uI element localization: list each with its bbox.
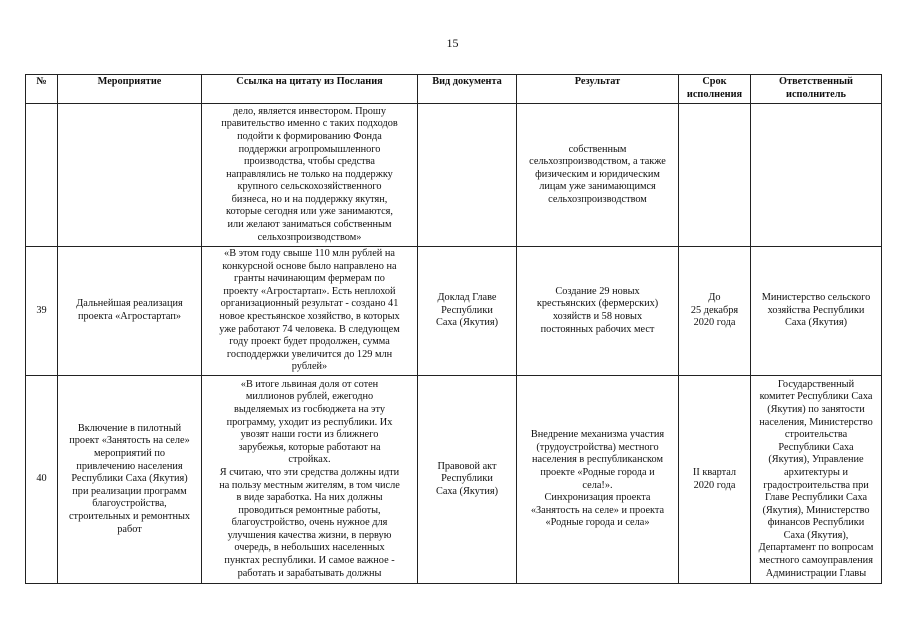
- cell-event: [58, 247, 202, 376]
- text-line: Включение в пилотный: [77, 422, 182, 434]
- text-line: дело, является инвестором. Прошу: [233, 105, 386, 117]
- text-line: подойти к формированию Фонда: [237, 130, 382, 142]
- text-line: строительства: [784, 429, 848, 441]
- text-line: проект «Занятость на селе»: [69, 435, 190, 447]
- text-line: очередь, в небольших населенных: [234, 542, 385, 554]
- table-row: [26, 376, 882, 584]
- text-line: местного самоуправления: [759, 555, 873, 567]
- text-line: проекта «Агростартап»: [78, 311, 181, 322]
- text-line: Саха (Якутия),: [783, 529, 849, 541]
- header-result: Результат: [517, 75, 679, 104]
- text-line: на пользу местным жителям, в том числе: [219, 479, 400, 491]
- text-line: производства, чтобы средства: [244, 156, 375, 168]
- text-line: бизнеса, но и на поддержку якутян,: [231, 193, 388, 205]
- text-line: стройках.: [288, 454, 331, 466]
- table-row: [26, 247, 882, 376]
- text-line: градостроительства при: [763, 479, 869, 491]
- cell-responsible: [751, 104, 882, 247]
- text-line: правительство именно с таких подходов: [221, 118, 398, 130]
- cell-num: 40: [26, 376, 58, 584]
- text-line: проекте «Родные города и: [540, 466, 655, 478]
- text-line: Саха (Якутия): [435, 317, 499, 329]
- text-line: привлечению населения: [76, 460, 183, 472]
- text-line: Дальнейшая реализация: [76, 298, 183, 310]
- text-line: проекту «Агростартап». Есть неплохой: [223, 285, 396, 297]
- text-line: Главе Республики Саха: [764, 492, 868, 504]
- cell-num: 39: [26, 247, 58, 376]
- cell-event: [58, 104, 202, 247]
- text-line: (трудоустройства) местного: [536, 441, 659, 453]
- table-row: [26, 104, 882, 247]
- text-line: гранты начинающим фермерам по: [234, 273, 385, 285]
- text-line: хозяйства Республики: [767, 304, 865, 316]
- header-num: №: [26, 75, 58, 104]
- header-quote: Ссылка на цитату из Послания: [202, 75, 418, 104]
- cell-result: [517, 376, 679, 584]
- text-line: программу, уходит из республики. Их: [226, 416, 393, 428]
- text-line: увозят наши гости из ближнего: [240, 429, 379, 441]
- text-line: сельхозпроизводством: [548, 193, 647, 205]
- cell-quote: [202, 376, 418, 584]
- text-line: улучшения качества жизни, в первую: [227, 529, 392, 541]
- cell-doc: [418, 376, 517, 584]
- text-line: финансов Республики: [767, 517, 865, 529]
- cell-num: [26, 104, 58, 247]
- cell-responsible: [751, 376, 882, 584]
- text-line: которые сегодня или уже занимаются,: [226, 206, 393, 218]
- text-line: лицам уже занимающимся: [539, 181, 656, 193]
- text-line: села!».: [582, 479, 613, 491]
- text-line: Департамент по вопросам: [758, 542, 874, 554]
- cell-responsible: [751, 247, 882, 376]
- text-line: Доклад Главе: [437, 292, 497, 304]
- cell-doc: [418, 247, 517, 376]
- header-responsible: Ответственный исполнитель: [751, 75, 882, 104]
- cell-event: [58, 376, 202, 584]
- text-line: собственным: [568, 143, 627, 155]
- text-line: (Якутия), Управление: [768, 454, 864, 466]
- text-line: пунктах республики. И самое важное -: [224, 555, 395, 567]
- text-line: Республики: [441, 304, 493, 316]
- text-line: рублей»: [291, 361, 328, 373]
- text-line: Администрации Главы: [765, 567, 867, 579]
- text-line: «В этом году свыше 110 млн рублей на: [224, 248, 395, 260]
- text-line: благоустройства,: [92, 498, 167, 510]
- text-line: комитет Республики Саха: [759, 391, 873, 403]
- text-line: поддержки агропромышленного: [238, 143, 381, 155]
- text-line: выделяемых из госбюджета на эту: [234, 403, 385, 415]
- text-line: населения в республиканском: [532, 454, 663, 466]
- cell-deadline: [679, 376, 751, 584]
- text-line: направлялись не только на поддержку: [226, 168, 393, 180]
- text-line: сельхозпроизводством, а также: [529, 156, 666, 168]
- events-table: [25, 74, 882, 584]
- cell-deadline: [679, 247, 751, 376]
- text-line: физическим и юридическим: [535, 168, 660, 180]
- text-line: Создание 29 новых: [555, 285, 640, 297]
- text-line: Внедрение механизма участия: [530, 429, 665, 441]
- cell-quote: [202, 104, 418, 247]
- page-number: 15: [446, 36, 459, 50]
- text-line: или желают заниматься собственным: [227, 219, 392, 231]
- text-line: (Якутия), Министерство: [762, 504, 870, 516]
- text-line: Республики Саха (Якутия): [71, 473, 188, 485]
- text-line: населения, Министерство: [759, 416, 873, 428]
- text-line: архитектуры и: [784, 466, 848, 478]
- text-line: работ: [117, 523, 142, 535]
- text-line: господдержки увеличится до 129 млн: [226, 348, 393, 360]
- cell-result: [517, 104, 679, 247]
- text-line: проводиться ремонтные работы,: [238, 504, 381, 516]
- text-line: организационный результат - создано 41: [220, 298, 399, 310]
- cell-result: [517, 247, 679, 376]
- text-line: «Занятость на селе» и проекта: [530, 504, 665, 516]
- text-line: работать и зарабатывать должны: [237, 567, 382, 579]
- text-line: уже работают 74 человека. В следующем: [219, 323, 400, 335]
- text-line: при реализации программ: [72, 485, 187, 497]
- text-line: крестьянских (фермерских): [536, 298, 659, 310]
- cell-quote: [202, 247, 418, 376]
- text-line: строительных и ремонтных: [68, 510, 191, 522]
- text-line: До: [708, 292, 721, 304]
- text-line: 25 декабря: [690, 304, 739, 316]
- header-doc: Вид документа: [418, 75, 517, 104]
- text-line: Я считаю, что эти средства должны идти: [219, 466, 400, 478]
- text-line: (Якутия) по занятости: [767, 403, 865, 415]
- text-line: 2020 года: [693, 317, 736, 329]
- text-line: Саха (Якутия): [784, 317, 848, 329]
- text-line: «Родные города и села»: [545, 517, 650, 529]
- text-line: Синхронизация проекта: [544, 492, 651, 504]
- text-line: 2020 года: [693, 479, 736, 491]
- cell-deadline: [679, 104, 751, 247]
- text-line: хозяйств и 58 новых: [552, 311, 643, 322]
- text-line: мероприятий по: [93, 448, 166, 460]
- text-line: году проект будет продолжен, сумма: [229, 336, 390, 348]
- header-event: Мероприятие: [58, 75, 202, 104]
- text-line: Министерство сельского: [761, 292, 871, 304]
- text-line: в виде заработка. На них должны: [236, 492, 383, 504]
- text-line: Республики Саха: [778, 441, 854, 453]
- text-line: зарубежья, которые работают на: [238, 441, 381, 453]
- text-line: «В итоге львиная доля от сотен: [240, 378, 379, 390]
- text-line: новое крестьянское хозяйство, в которых: [219, 311, 400, 322]
- cell-doc: [418, 104, 517, 247]
- text-line: II квартал: [692, 466, 737, 478]
- table-header-row: [26, 75, 882, 104]
- text-line: Государственный: [777, 378, 855, 390]
- text-line: благоустройство, очень нужное для: [231, 517, 388, 529]
- text-line: крупного сельскохозяйственного: [237, 181, 382, 193]
- text-line: Республики: [441, 473, 493, 485]
- text-line: миллионов рублей, ежегодно: [245, 391, 374, 403]
- text-line: Правовой акт: [437, 460, 497, 472]
- text-line: сельхозпроизводством»: [257, 231, 362, 243]
- header-deadline: Срок исполнения: [679, 75, 751, 104]
- text-line: конкурсной основе было направлено на: [222, 260, 397, 272]
- text-line: Саха (Якутия): [435, 485, 499, 497]
- text-line: постоянных рабочих мест: [540, 323, 655, 335]
